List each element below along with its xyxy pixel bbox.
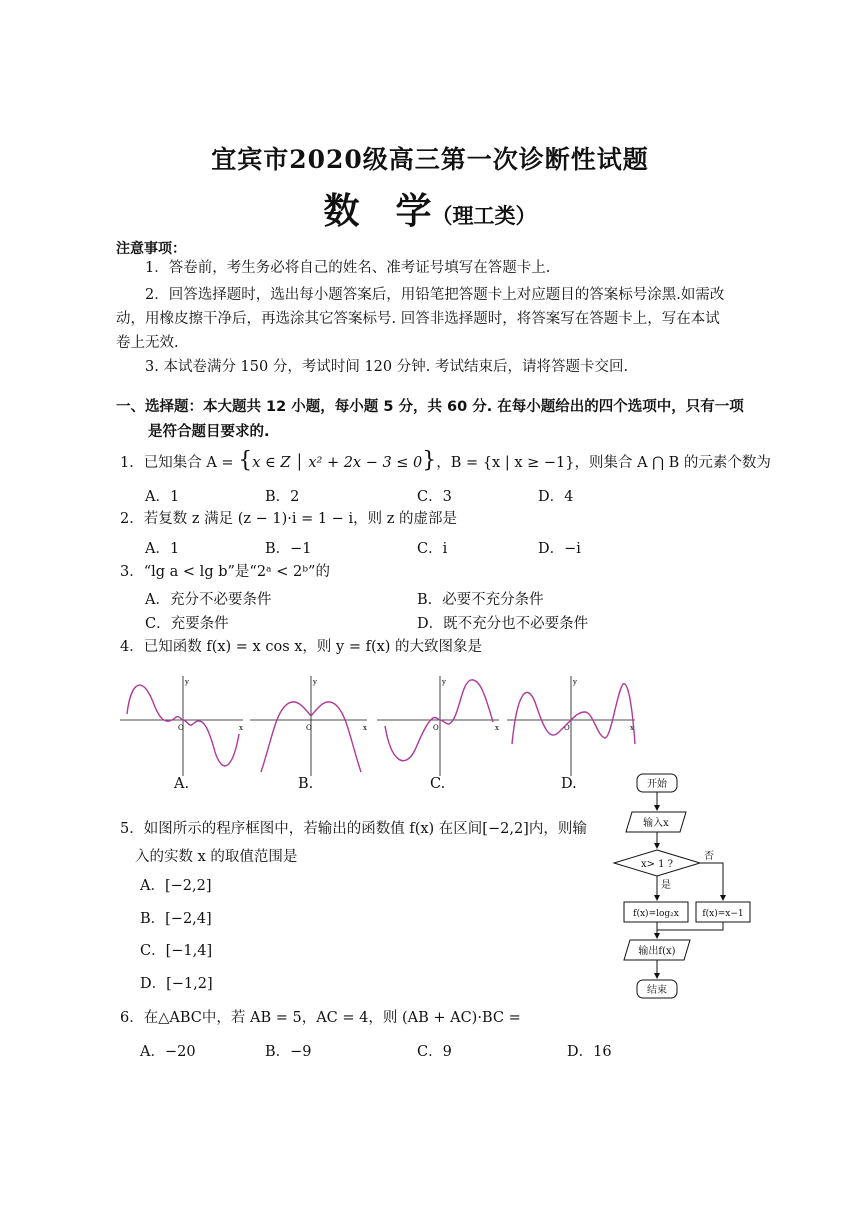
q3-option-d: D．既不充分也不必要条件 — [417, 616, 589, 632]
q5-option-b: B．[−2,4] — [140, 911, 212, 927]
q5-option-a: A．[−2,2] — [140, 878, 212, 894]
subject-subtitle: （理工类） — [431, 203, 537, 228]
q5-option-d: D．[−1,2] — [140, 976, 213, 992]
flow-f-lin: f(x)=x−1 — [702, 909, 744, 919]
graph-a-origin: O — [178, 724, 184, 732]
q1-brace-right: } — [422, 448, 437, 473]
graph-d-y-label: y — [573, 678, 577, 686]
note-2-line-3: 卷上无效. — [116, 335, 179, 351]
graph-d-x-label: x — [630, 724, 634, 732]
q3-option-c: C．充要条件 — [145, 616, 229, 632]
graph-d — [507, 676, 635, 776]
q4-label-a: A. — [174, 776, 190, 792]
q2-option-c: C．i — [417, 541, 448, 557]
question-6-stem: 6．在△ABC中，若 AB = 5，AC = 4，则 (AB + AC)·BC = — [120, 1010, 521, 1026]
q1-brace-left: { — [238, 448, 253, 473]
q1-stem-a: 1．已知集合 A = — [120, 455, 239, 471]
question-5-stem-cont: 入的实数 x 的取值范围是 — [135, 849, 298, 865]
graph-b-origin: O — [306, 724, 312, 732]
q1-stem-b: ，B = {x | x ≥ −1}，则集合 A ⋂ B 的元素个数为 — [436, 455, 771, 471]
flow-output: 输出f(x) — [638, 946, 676, 957]
graph-c — [377, 676, 499, 776]
question-5-stem: 5．如图所示的程序框图中，若输出的函数值 f(x) 在区间[−2,2]内，则输 — [120, 821, 587, 837]
flow-merge-line — [657, 922, 723, 930]
flow-end: 结束 — [647, 985, 667, 996]
flow-f-log: f(x)=log₂x — [633, 909, 679, 919]
note-2-line-2: 动，用橡皮擦干净后，再选涂其它答案标号. 回答非选择题时，将答案写在答题卡上，写在本试 — [116, 311, 720, 327]
graph-b-y-label: y — [313, 678, 317, 686]
subject-name: 数 学 — [323, 190, 432, 232]
q6-option-a: A．−20 — [140, 1044, 196, 1060]
q3-option-a: A．充分不必要条件 — [145, 592, 272, 608]
question-4-stem: 4．已知函数 f(x) = x cos x，则 y = f(x) 的大致图象是 — [120, 639, 483, 655]
q1-option-a: A．1 — [145, 489, 180, 505]
q4-label-b: B. — [298, 776, 314, 792]
q1-option-c: C．3 — [417, 489, 452, 505]
q2-option-b: B．−1 — [265, 541, 312, 557]
q2-option-d: D．−i — [538, 541, 581, 557]
flow-arrow-no — [700, 863, 723, 900]
graph-d-origin: O — [564, 724, 570, 732]
graph-c-y-label: y — [442, 678, 446, 686]
question-1-stem — [120, 449, 771, 475]
section-1-heading-cont: 是符合题目要求的. — [148, 424, 270, 440]
q4-label-c: C. — [430, 776, 446, 792]
q3-option-b: B．必要不充分条件 — [417, 592, 544, 608]
flow-no: 否 — [704, 851, 714, 862]
q4-label-d: D. — [561, 776, 577, 792]
graph-b-x-label: x — [363, 724, 367, 732]
graph-b — [250, 676, 367, 776]
q6-option-c: C．9 — [417, 1044, 452, 1060]
subject-title — [0, 183, 860, 234]
q6-option-b: B．−9 — [265, 1044, 312, 1060]
flow-input: 输入x — [643, 818, 669, 829]
graph-a-y-label: y — [185, 678, 189, 686]
flow-start: 开始 — [647, 779, 667, 790]
note-3: 3. 本试卷满分 150 分，考试时间 120 分钟. 考试结束后，请将答题卡交回. — [145, 359, 629, 375]
notes-heading: 注意事项： — [116, 241, 186, 257]
question-3-stem: 3．“lg a < lg b”是“2ᵃ < 2ᵇ”的 — [120, 564, 330, 580]
graph-d-curve — [512, 684, 635, 744]
exam-title: 宜宾市2020级高三第一次诊断性试题 — [211, 145, 649, 174]
q5-flowchart — [608, 768, 758, 1004]
flow-yes: 是 — [661, 880, 671, 891]
q2-option-a: A．1 — [145, 541, 180, 557]
note-1: 1．答卷前，考生务必将自己的姓名、准考证号填写在答题卡上. — [145, 260, 551, 276]
q1-option-b: B．2 — [265, 489, 300, 505]
q4-graphs — [115, 672, 640, 780]
q1-set-a: x ∈ Z │ x² + 2x − 3 ≤ 0 — [252, 455, 423, 471]
q1-option-d: D．4 — [538, 489, 574, 505]
graph-c-origin: O — [433, 724, 439, 732]
flow-cond: x> 1 ? — [640, 859, 674, 870]
q5-option-c: C．[−1,4] — [140, 943, 213, 959]
graph-a — [120, 676, 243, 776]
graph-c-x-label: x — [495, 724, 499, 732]
section-1-heading: 一、选择题：本大题共 12 小题，每小题 5 分，共 60 分. 在每小题给出的四个选项中，只有一项 — [116, 399, 744, 415]
graph-a-x-label: x — [239, 724, 243, 732]
q6-option-d: D．16 — [567, 1044, 612, 1060]
question-2-stem: 2．若复数 z 满足 (z − 1)·i = 1 − i，则 z 的虚部是 — [120, 511, 457, 527]
note-2-line-1: 2．回答选择题时，选出每小题答案后，用铅笔把答题卡上对应题目的答案标号涂黑.如需改 — [145, 287, 725, 303]
